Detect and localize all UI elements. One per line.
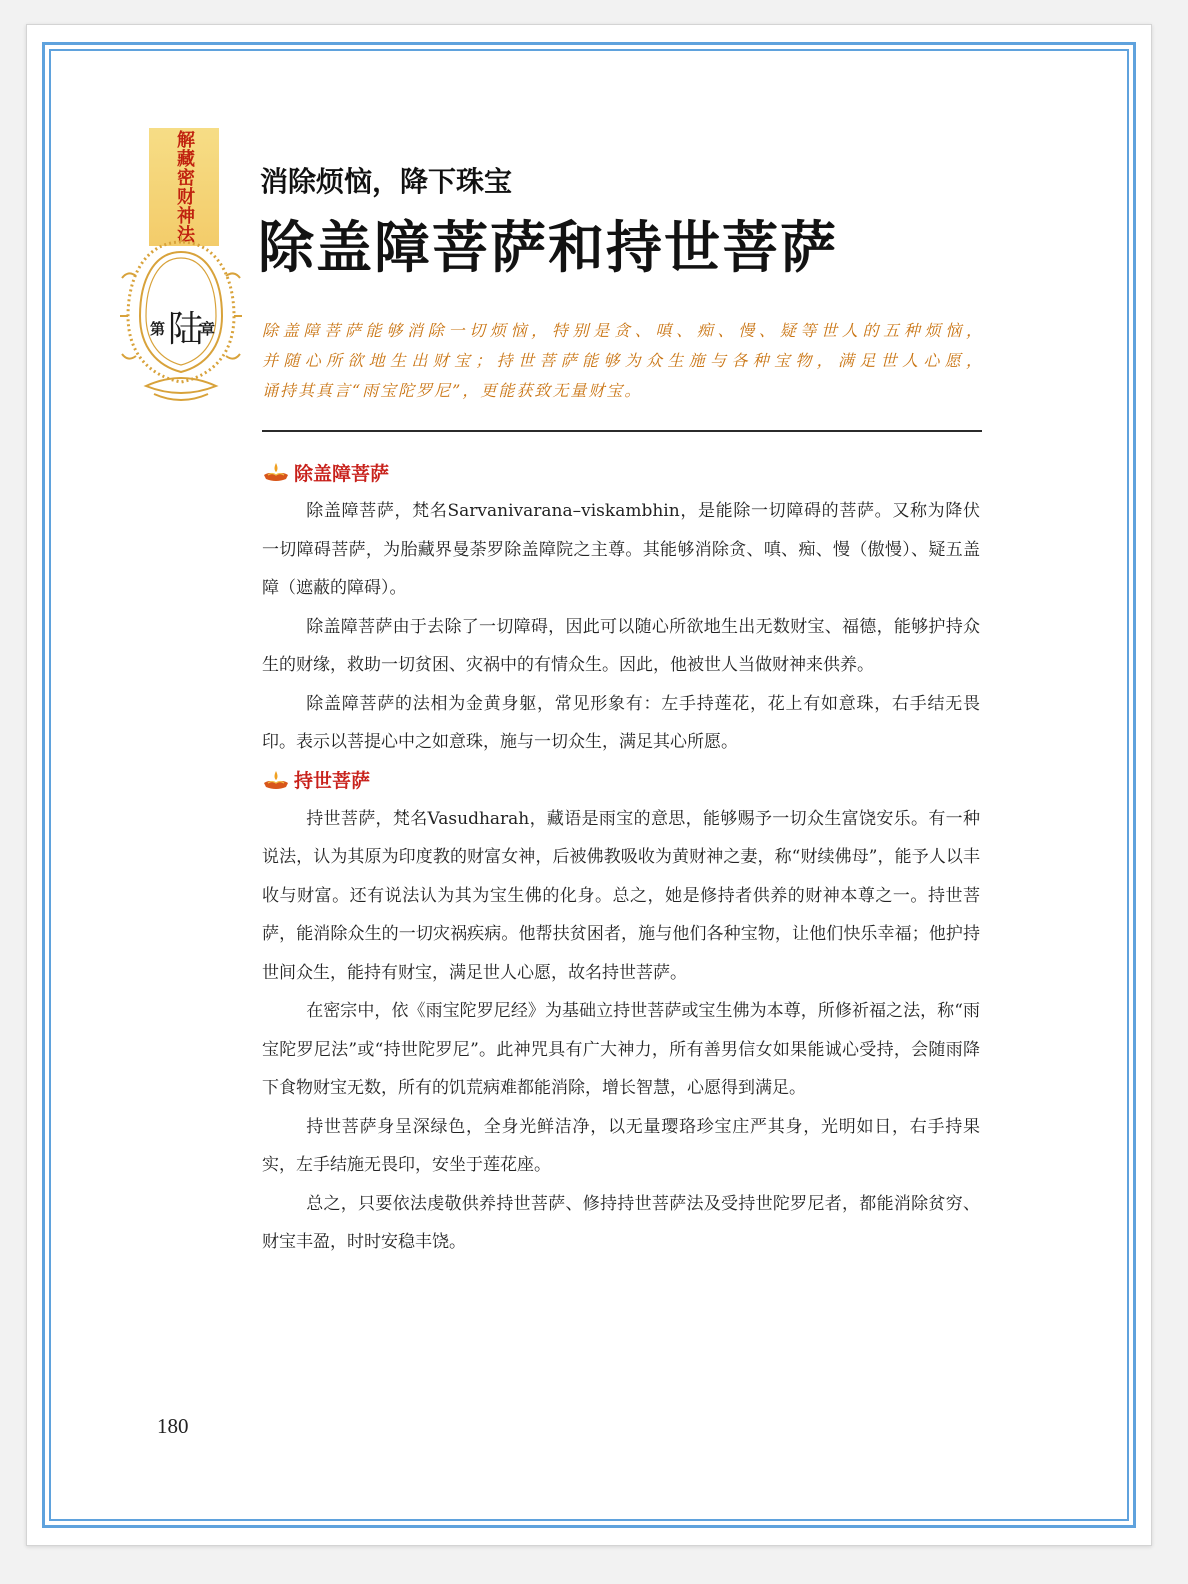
section-heading [262,454,980,490]
paragraph: 持世菩萨，梵名Vasudharah，藏语是雨宝的意思，能够赐予一切众生富饶安乐。有一种说法，认为其原为印度教的财富女神，后被佛教吸收为黄财神之妻，称“财续佛母”，能予人以丰收与财富。还有说法认为其为宝生佛的化身。总之，她是修持者供养的财神本尊之一。持世菩萨，能消除众生的一切灾祸疾病。他帮扶贫困者，施与他们各种宝物，让他们快乐幸福；他护持世间众生，能持有财宝，满足世人心愿，故名持世菩萨。 [262,808,980,983]
page-number: 180 [157,1414,189,1438]
paragraph: 总之，只要依法虔敬供养持世菩萨、修持持世菩萨法及受持世陀罗尼者，都能消除贫穷、财宝丰盈，时时安稳丰饶。 [262,1193,980,1252]
section-title: 持世菩萨 [294,770,371,792]
chapter-number: 陆 [168,309,205,350]
page-subtitle: 消除烦恼，降下珠宝 [260,165,513,198]
intro-text [262,316,984,406]
intro-line: 并随心所欲地生出财宝；持世菩萨能够为众生施与各种宝物，满足世人心愿， [262,351,984,370]
chapter-suffix: 章 [200,320,216,338]
series-tag [149,128,219,246]
paragraph: 除盖障菩萨由于去除了一切障碍，因此可以随心所欲地生出无数财宝、福德，能够护持众生的财缘，救助一切贫困、灾祸中的有情众生。因此，他被世人当做财神来供养。 [262,616,980,675]
page-title: 除盖障菩萨和持世菩萨 [258,215,838,281]
section-title: 除盖障菩萨 [294,462,390,485]
paragraph: 持世菩萨身呈深绿色，全身光鲜洁净，以无量璎珞珍宝庄严其身，光明如日，右手持果实，左手结施无畏印，安坐于莲花座。 [262,1116,980,1175]
paragraph: 除盖障菩萨，梵名Sarvanivarana–viskambhin，是能除一切障碍的菩萨。又称为降伏一切障碍菩萨，为胎藏界曼荼罗除盖障院之主尊。其能够消除贪、嗔、痴、慢（傲慢）、疑五盖障（遮蔽的障碍）。 [262,501,980,598]
section-heading [262,762,980,798]
paragraph: 除盖障菩萨的法相为金黄身躯，常见形象有：左手持莲花，花上有如意珠，右手结无畏印。表示以菩提心中之如意珠，施与一切众生，满足其心所愿。 [262,693,980,752]
divider [262,430,982,432]
paragraph: 在密宗中，依《雨宝陀罗尼经》为基础立持世菩萨或宝生佛为本尊，所修祈福之法，称“雨宝陀罗尼法”或“持世陀罗尼”。此神咒具有广大神力，所有善男信女如果能诚心受持，会随雨降下食物财宝无数，所有的饥荒病难都能消除，增长智慧，心愿得到满足。 [262,1001,980,1098]
lotus-lamp-icon [262,461,290,483]
intro-line: 除盖障菩萨能够消除一切烦恼，特别是贪、嗔、痴、慢、疑等世人的五种烦恼， [262,321,984,340]
series-tag-text: 解藏密财神法 [174,130,195,244]
intro-line: 诵持其真言“雨宝陀罗尼”，更能获致无量财宝。 [262,381,643,400]
lotus-lamp-icon [262,769,290,791]
article-body [262,454,980,1262]
chapter-prefix: 第 [150,320,166,338]
